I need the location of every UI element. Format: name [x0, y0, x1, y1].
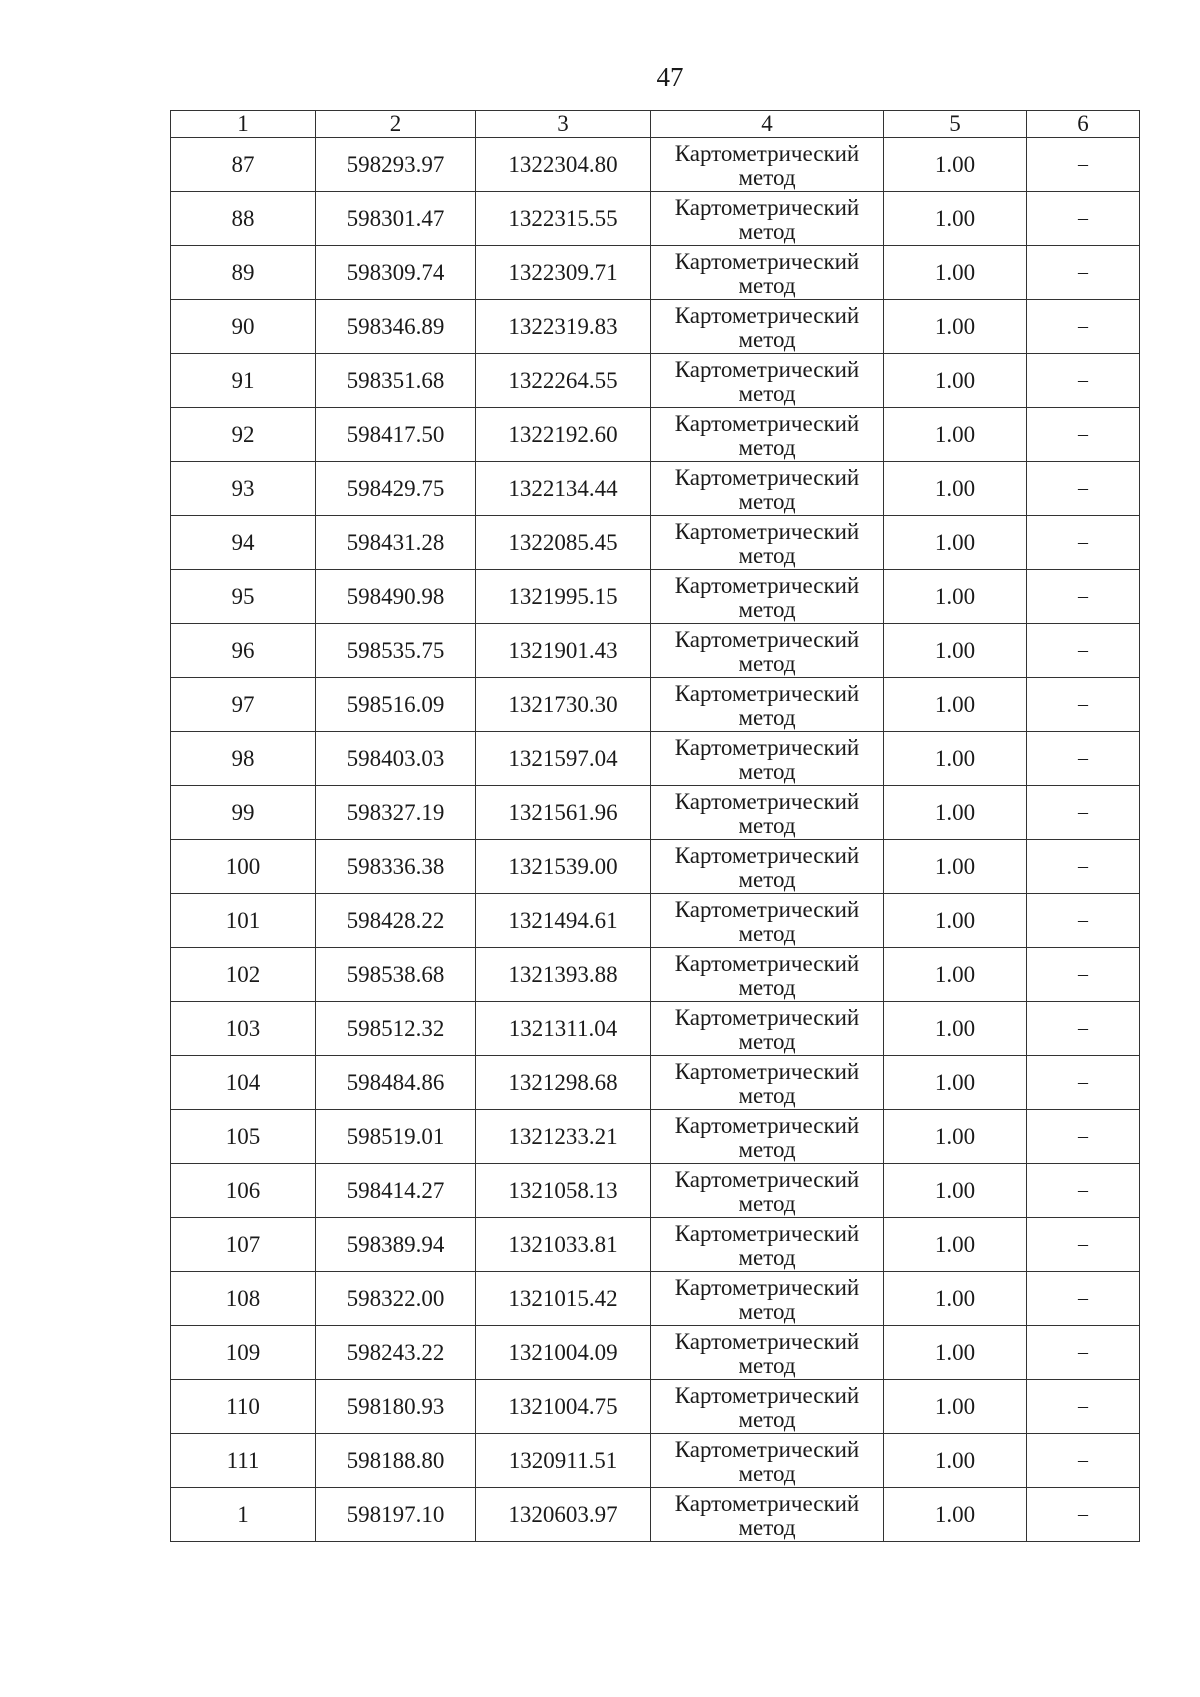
method-line-1: Картометрический [674, 410, 860, 436]
coordinate-x: 598512.32 [316, 1002, 476, 1056]
method-cell [651, 948, 884, 1002]
method-cell [651, 1488, 884, 1542]
method-cell [651, 1326, 884, 1380]
description: – [1027, 300, 1140, 354]
accuracy: 1.00 [884, 948, 1027, 1002]
header-col-6: 6 [1027, 111, 1140, 138]
method-line-1: Картометрический [674, 1166, 860, 1192]
coordinate-y: 1321004.75 [476, 1380, 651, 1434]
method-cell [651, 1056, 884, 1110]
point-number: 105 [171, 1110, 316, 1164]
accuracy: 1.00 [884, 1056, 1027, 1110]
description: – [1027, 732, 1140, 786]
method-line-1: Картометрический [674, 248, 860, 274]
coordinate-x: 598301.47 [316, 192, 476, 246]
point-number: 96 [171, 624, 316, 678]
method-line-2: метод [738, 866, 796, 892]
point-number: 110 [171, 1380, 316, 1434]
method-cell [651, 462, 884, 516]
coordinate-x: 598293.97 [316, 138, 476, 192]
description: – [1027, 408, 1140, 462]
header-col-2: 2 [316, 111, 476, 138]
description: – [1027, 1218, 1140, 1272]
coordinate-y: 1322319.83 [476, 300, 651, 354]
method-line-2: метод [738, 542, 796, 568]
coordinate-x: 598389.94 [316, 1218, 476, 1272]
table-row [171, 1380, 1140, 1434]
description: – [1027, 624, 1140, 678]
method-cell [651, 1272, 884, 1326]
description: – [1027, 1056, 1140, 1110]
table-header [171, 111, 1140, 138]
point-number: 102 [171, 948, 316, 1002]
coordinate-y: 1321901.43 [476, 624, 651, 678]
point-number: 101 [171, 894, 316, 948]
accuracy: 1.00 [884, 1110, 1027, 1164]
table-row [171, 1110, 1140, 1164]
method-line-2: метод [738, 1244, 796, 1270]
point-number: 87 [171, 138, 316, 192]
coordinate-x: 598322.00 [316, 1272, 476, 1326]
description: – [1027, 1164, 1140, 1218]
point-number: 89 [171, 246, 316, 300]
coordinate-x: 598535.75 [316, 624, 476, 678]
table-row [171, 570, 1140, 624]
method-cell [651, 1218, 884, 1272]
table-row [171, 462, 1140, 516]
method-line-2: метод [738, 920, 796, 946]
point-number: 88 [171, 192, 316, 246]
coordinate-x: 598428.22 [316, 894, 476, 948]
accuracy: 1.00 [884, 408, 1027, 462]
accuracy: 1.00 [884, 1326, 1027, 1380]
method-line-2: метод [738, 272, 796, 298]
page-number: 47 [656, 62, 684, 92]
table-row [171, 1488, 1140, 1542]
table-row [171, 1326, 1140, 1380]
table-row [171, 354, 1140, 408]
method-cell [651, 354, 884, 408]
coordinate-y: 1321597.04 [476, 732, 651, 786]
method-line-2: метод [738, 1028, 796, 1054]
accuracy: 1.00 [884, 300, 1027, 354]
coordinate-y: 1320911.51 [476, 1434, 651, 1488]
table-row [171, 1272, 1140, 1326]
coordinate-x: 598336.38 [316, 840, 476, 894]
point-number: 97 [171, 678, 316, 732]
method-line-2: метод [738, 218, 796, 244]
accuracy: 1.00 [884, 462, 1027, 516]
method-line-2: метод [738, 326, 796, 352]
point-number: 91 [171, 354, 316, 408]
description: – [1027, 1002, 1140, 1056]
method-line-2: метод [738, 488, 796, 514]
method-cell [651, 1380, 884, 1434]
point-number: 93 [171, 462, 316, 516]
point-number: 95 [171, 570, 316, 624]
coordinate-x: 598351.68 [316, 354, 476, 408]
coordinate-x: 598180.93 [316, 1380, 476, 1434]
method-line-1: Картометрический [674, 788, 860, 814]
method-cell [651, 840, 884, 894]
coordinate-y: 1321494.61 [476, 894, 651, 948]
coordinate-y: 1321033.81 [476, 1218, 651, 1272]
coordinate-x: 598431.28 [316, 516, 476, 570]
coordinate-x: 598484.86 [316, 1056, 476, 1110]
description: – [1027, 354, 1140, 408]
method-cell [651, 678, 884, 732]
table-row [171, 246, 1140, 300]
table-body [171, 138, 1140, 1542]
description: – [1027, 1110, 1140, 1164]
table-row [171, 1002, 1140, 1056]
point-number: 103 [171, 1002, 316, 1056]
coordinate-y: 1322192.60 [476, 408, 651, 462]
coordinate-y: 1322309.71 [476, 246, 651, 300]
coordinate-y: 1322315.55 [476, 192, 651, 246]
accuracy: 1.00 [884, 1380, 1027, 1434]
coordinate-y: 1321058.13 [476, 1164, 651, 1218]
method-line-1: Картометрический [674, 734, 860, 760]
table-row [171, 948, 1140, 1002]
description: – [1027, 1488, 1140, 1542]
accuracy: 1.00 [884, 138, 1027, 192]
coordinate-y: 1322264.55 [476, 354, 651, 408]
coordinate-x: 598429.75 [316, 462, 476, 516]
table-row [171, 138, 1140, 192]
method-line-1: Картометрический [674, 1436, 860, 1462]
method-cell [651, 624, 884, 678]
point-number: 99 [171, 786, 316, 840]
method-line-1: Картометрический [674, 842, 860, 868]
table-row [171, 408, 1140, 462]
method-line-1: Картометрический [674, 1220, 860, 1246]
table-row [171, 192, 1140, 246]
table-row [171, 1056, 1140, 1110]
coordinate-y: 1321730.30 [476, 678, 651, 732]
point-number: 98 [171, 732, 316, 786]
table-row [171, 786, 1140, 840]
table-row [171, 1218, 1140, 1272]
coordinate-y: 1321004.09 [476, 1326, 651, 1380]
point-number: 108 [171, 1272, 316, 1326]
coordinate-y: 1321298.68 [476, 1056, 651, 1110]
accuracy: 1.00 [884, 894, 1027, 948]
method-line-2: метод [738, 434, 796, 460]
header-col-5: 5 [884, 111, 1027, 138]
accuracy: 1.00 [884, 570, 1027, 624]
point-number: 90 [171, 300, 316, 354]
description: – [1027, 138, 1140, 192]
description: – [1027, 1434, 1140, 1488]
method-cell [651, 516, 884, 570]
table-row [171, 300, 1140, 354]
description: – [1027, 516, 1140, 570]
coordinate-x: 598327.19 [316, 786, 476, 840]
method-line-2: метод [738, 380, 796, 406]
header-col-3: 3 [476, 111, 651, 138]
method-line-1: Картометрический [674, 1328, 860, 1354]
method-line-2: метод [738, 1460, 796, 1486]
method-line-2: метод [738, 704, 796, 730]
description: – [1027, 1272, 1140, 1326]
point-number: 111 [171, 1434, 316, 1488]
coordinate-y: 1322304.80 [476, 138, 651, 192]
accuracy: 1.00 [884, 1218, 1027, 1272]
method-line-2: метод [738, 1352, 796, 1378]
accuracy: 1.00 [884, 840, 1027, 894]
point-number: 92 [171, 408, 316, 462]
point-number: 109 [171, 1326, 316, 1380]
method-line-1: Картометрический [674, 1004, 860, 1030]
accuracy: 1.00 [884, 1164, 1027, 1218]
method-line-2: метод [738, 1406, 796, 1432]
method-line-2: метод [738, 812, 796, 838]
coordinate-x: 598519.01 [316, 1110, 476, 1164]
coordinate-x: 598516.09 [316, 678, 476, 732]
method-line-1: Картометрический [674, 680, 860, 706]
point-number: 104 [171, 1056, 316, 1110]
table-row [171, 1164, 1140, 1218]
description: – [1027, 192, 1140, 246]
method-cell [651, 894, 884, 948]
table-row [171, 894, 1140, 948]
table-row [171, 516, 1140, 570]
table-row [171, 624, 1140, 678]
coordinate-y: 1322134.44 [476, 462, 651, 516]
method-cell [651, 732, 884, 786]
description: – [1027, 678, 1140, 732]
point-number: 107 [171, 1218, 316, 1272]
accuracy: 1.00 [884, 1434, 1027, 1488]
method-line-2: метод [738, 1082, 796, 1108]
coordinate-x: 598417.50 [316, 408, 476, 462]
method-line-1: Картометрический [674, 356, 860, 382]
method-cell [651, 1164, 884, 1218]
method-line-2: метод [738, 974, 796, 1000]
description: – [1027, 948, 1140, 1002]
header-col-4: 4 [651, 111, 884, 138]
method-cell [651, 1434, 884, 1488]
method-cell [651, 1110, 884, 1164]
description: – [1027, 786, 1140, 840]
description: – [1027, 246, 1140, 300]
point-number: 94 [171, 516, 316, 570]
coordinate-y: 1321311.04 [476, 1002, 651, 1056]
coordinate-x: 598403.03 [316, 732, 476, 786]
method-line-2: метод [738, 758, 796, 784]
description: – [1027, 840, 1140, 894]
method-line-1: Картометрический [674, 950, 860, 976]
coordinate-x: 598309.74 [316, 246, 476, 300]
description: – [1027, 1380, 1140, 1434]
accuracy: 1.00 [884, 732, 1027, 786]
coordinate-x: 598243.22 [316, 1326, 476, 1380]
method-line-1: Картометрический [674, 194, 860, 220]
coordinate-x: 598490.98 [316, 570, 476, 624]
method-line-1: Картометрический [674, 518, 860, 544]
coordinate-y: 1321393.88 [476, 948, 651, 1002]
method-line-2: метод [738, 164, 796, 190]
point-number: 100 [171, 840, 316, 894]
coordinate-y: 1321015.42 [476, 1272, 651, 1326]
table-row [171, 678, 1140, 732]
coordinate-x: 598188.80 [316, 1434, 476, 1488]
coordinate-x: 598414.27 [316, 1164, 476, 1218]
method-line-1: Картометрический [674, 464, 860, 490]
method-line-1: Картометрический [674, 1112, 860, 1138]
accuracy: 1.00 [884, 678, 1027, 732]
method-cell [651, 138, 884, 192]
coordinate-y: 1321233.21 [476, 1110, 651, 1164]
accuracy: 1.00 [884, 624, 1027, 678]
method-cell [651, 246, 884, 300]
method-line-1: Картометрический [674, 1382, 860, 1408]
header-col-1: 1 [171, 111, 316, 138]
method-line-2: метод [738, 650, 796, 676]
method-cell [651, 192, 884, 246]
coordinate-y: 1322085.45 [476, 516, 651, 570]
method-line-1: Картометрический [674, 1058, 860, 1084]
method-line-1: Картометрический [674, 626, 860, 652]
accuracy: 1.00 [884, 246, 1027, 300]
accuracy: 1.00 [884, 192, 1027, 246]
method-cell [651, 408, 884, 462]
method-cell [651, 300, 884, 354]
point-number: 1 [171, 1488, 316, 1542]
accuracy: 1.00 [884, 1272, 1027, 1326]
method-cell [651, 570, 884, 624]
point-number: 106 [171, 1164, 316, 1218]
method-line-1: Картометрический [674, 302, 860, 328]
method-line-2: метод [738, 1514, 796, 1540]
coordinate-y: 1321561.96 [476, 786, 651, 840]
coordinate-x: 598197.10 [316, 1488, 476, 1542]
accuracy: 1.00 [884, 354, 1027, 408]
description: – [1027, 570, 1140, 624]
method-cell [651, 1002, 884, 1056]
table-row [171, 1434, 1140, 1488]
accuracy: 1.00 [884, 1488, 1027, 1542]
method-cell [651, 786, 884, 840]
method-line-2: метод [738, 1136, 796, 1162]
method-line-1: Картометрический [674, 1490, 860, 1516]
method-line-2: метод [738, 1190, 796, 1216]
accuracy: 1.00 [884, 516, 1027, 570]
description: – [1027, 462, 1140, 516]
coordinate-x: 598346.89 [316, 300, 476, 354]
method-line-1: Картометрический [674, 1274, 860, 1300]
coordinate-y: 1321539.00 [476, 840, 651, 894]
coordinate-y: 1320603.97 [476, 1488, 651, 1542]
coordinate-y: 1321995.15 [476, 570, 651, 624]
method-line-2: метод [738, 596, 796, 622]
coordinates-table [170, 110, 1140, 1542]
table-row [171, 732, 1140, 786]
method-line-1: Картометрический [674, 896, 860, 922]
header-row [171, 111, 1140, 138]
accuracy: 1.00 [884, 786, 1027, 840]
description: – [1027, 894, 1140, 948]
accuracy: 1.00 [884, 1002, 1027, 1056]
coordinate-x: 598538.68 [316, 948, 476, 1002]
table-row [171, 840, 1140, 894]
method-line-1: Картометрический [674, 572, 860, 598]
method-line-2: метод [738, 1298, 796, 1324]
method-line-1: Картометрический [674, 140, 860, 166]
description: – [1027, 1326, 1140, 1380]
